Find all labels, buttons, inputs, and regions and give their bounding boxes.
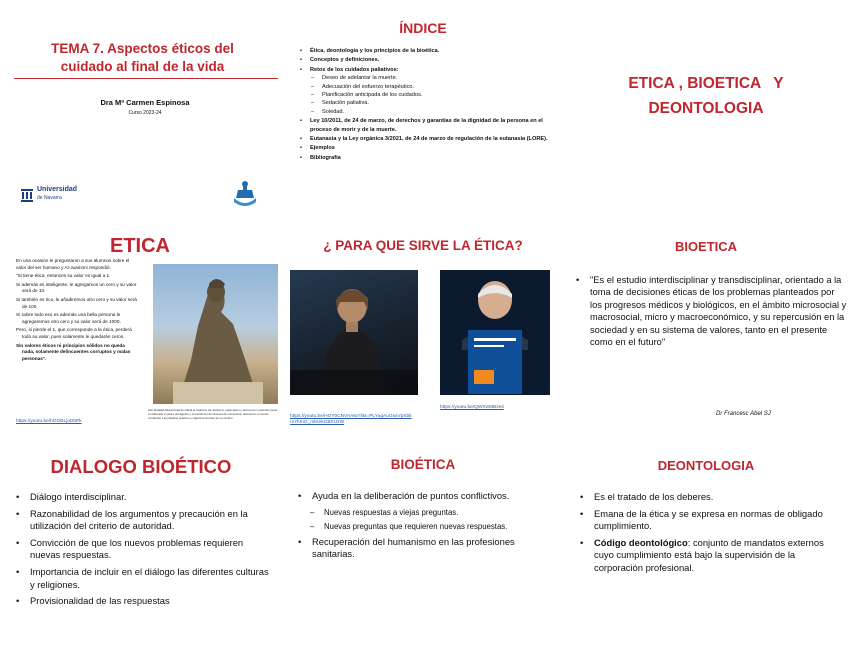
list-subitem: – Nuevas respuestas a viejas preguntas. — [298, 507, 518, 518]
section-heading-line1: ETICA , BIOETICA Y — [628, 75, 784, 92]
list-subitem: – Nuevas preguntas que requieren nuevas respuestas. — [298, 521, 518, 532]
etica-title: ETICA — [110, 235, 170, 257]
index-item: • Ética, deontología y los principios de la bioética. — [300, 47, 555, 55]
index-title: ÍNDICE — [399, 20, 447, 36]
para-que-title: ¿ PARA QUE SIRVE LA ÉTICA? — [323, 238, 523, 253]
book-video-thumbnail[interactable] — [440, 270, 550, 395]
code-definition: : conjunto de mandatos externos cuyo cumplimiento está bajo la supervisión de la corporación profesional. — [594, 536, 824, 573]
dialogo-list — [16, 491, 271, 612]
slide-deontologia — [564, 445, 848, 655]
deontologia-title: DEONTOLOGIA — [657, 458, 755, 473]
list-item — [580, 537, 835, 575]
slide-para-que-sirve — [282, 226, 564, 441]
story-paragraph: Si además es inteligente, le agregamos un cero y su valor será de 10. — [16, 281, 137, 294]
slide-etica-bioetica — [564, 0, 848, 215]
university-name: Universidad — [37, 186, 78, 193]
slide-etica — [0, 226, 282, 441]
list-item: • Es el tratado de los deberes. — [580, 491, 835, 504]
story-paragraph: Pero, si pierde el 1, que corresponde a la ética, perderá todo su valor, pues solamente le quedarán ceros. — [16, 327, 132, 339]
list-item: • Provisionalidad de las respuestas — [16, 595, 271, 608]
index-item: • Eutanasia y la Ley orgánica 3/2021, de 24 de marzo de regulación de la eutanasia (LORE). — [300, 135, 555, 143]
course-year: Curso 2023-24 — [128, 110, 162, 116]
university-logo — [20, 186, 80, 204]
bioetica-points-title: BIOÉTICA — [390, 457, 456, 472]
story-paragraph: Si sobre todo eso es además una bella persona le agregaremos otro cero y su valor será de 1000. — [16, 312, 121, 324]
index-item: • Ejemplos — [300, 144, 555, 152]
index-subitem: – Deseo de adelantar la muerte. — [300, 74, 555, 82]
index-subitem: – Sedación paliativa. — [300, 99, 555, 107]
statue-photo — [153, 264, 278, 404]
list-item: • Emana de la ética y se expresa en normas de obligado cumplimiento. — [580, 508, 835, 533]
index-list — [300, 46, 555, 162]
university-sub: de Navarra — [37, 195, 62, 201]
index-subitem: – Soledad. — [300, 108, 555, 116]
index-item: • Conceptos y definiciones. — [300, 56, 555, 64]
index-subitem: – Planificación anticipada de los cuidados. — [300, 91, 555, 99]
list-item: • Importancia de incluir en el diálogo las diferentes culturas y religiones. — [16, 566, 271, 591]
index-subitem: – Adecuación del esfuerzo terapéutico. — [300, 83, 555, 91]
list-item: • Ayuda en la deliberación de puntos conflictivos. — [298, 490, 518, 503]
deontologia-list — [580, 491, 835, 575]
course-title: TEMA 7. Aspectos éticos del cuidado al final de la vida — [51, 41, 234, 74]
slide-title — [0, 0, 282, 215]
book-video-link[interactable]: https://youtu.be/QWXwMBzeti — [440, 405, 504, 410]
quote-author: Dr Francesc Abel SJ — [716, 411, 771, 417]
bioetica-points-list — [298, 490, 518, 561]
speaker-video-thumbnail[interactable] — [290, 270, 418, 395]
index-item: • Ley 10/2011, de 24 de marzo, de derechos y garantías de la dignidad de la persona en el proceso de morir y de la muerte. — [300, 117, 555, 134]
slide-index — [282, 0, 564, 215]
list-item: • Recuperación del humanismo en las profesiones sanitarias. — [298, 536, 518, 561]
etica-video-link[interactable]: https://youtu.be/hOGBLjoDbPk — [16, 419, 82, 424]
title-underline — [14, 78, 278, 79]
school-crest-icon — [230, 178, 260, 208]
slide-bioetica-definicion — [564, 226, 848, 441]
statue-caption: Abu Abdallah Muḥammad ibn Mūsā al-Jwārizmī (Al-Juarismi): matemático y astrónomo musulmán persa considerado el padre del álgebra y el introductor del sistema de numeración decimal en el mundo occidental. Las palabras guarismo y algoritmo derivan de su nombre. — [148, 408, 278, 420]
story-paragraph: "Si tiene ética, entonces su valor es igual a 1. — [16, 273, 111, 279]
story-paragraph: En una ocasión le preguntaron a sus alumnos sobre el valor del ser humano y Al-Juarismi respondió: — [16, 258, 130, 270]
list-item: • Convicción de que los nuevos problemas requieren nuevas respuestas. — [16, 537, 271, 562]
slide-bioetica-puntos — [282, 445, 564, 655]
etica-story — [16, 258, 138, 364]
section-heading-line2: DEONTOLOGIA — [648, 100, 764, 117]
speaker-video-link[interactable]: https://youtu.be/HOY0CNVAAlw?list=PLYugAuGsxVpXbknr7hrnG_mlKekGBXUzW — [290, 414, 412, 426]
index-item: • Retos de los cuidados paliativos: — [300, 66, 555, 74]
bioetica-title: BIOETICA — [674, 239, 738, 254]
index-item: • Bibliografía — [300, 154, 555, 162]
bioetica-quote: • "Es el estudio interdisciplinar y transdisciplinar, orientado a la toma de decisiones éticas de los problemas planteados por los progresos médicos y biológicos, en el ámbito microsocial y macrosocial, micro y macroeconómico, y su repercusión en la sociedad y en su sistema de valores, tanto en el presente como en el futuro" — [576, 274, 848, 348]
dialogo-title: DIALOGO BIOÉTICO — [50, 456, 232, 477]
story-paragraph: Sin valores éticos ni principios sólidos no queda nada, solamente delincuentes corruptos y malas personas". — [16, 342, 131, 361]
list-item: • Diálogo interdisciplinar. — [16, 491, 271, 504]
slide-dialogo-bioetico — [0, 445, 282, 655]
author-name: Dra Mª Carmen Espinosa — [100, 98, 190, 107]
list-item: • Razonabilidad de los argumentos y precaución en la utilización del criterio de autoridad. — [16, 508, 271, 533]
story-paragraph: Si también es rico, le añadiremos otro cero y su valor será de 100. — [16, 296, 137, 309]
code-term: Código deontológico — [594, 536, 688, 548]
